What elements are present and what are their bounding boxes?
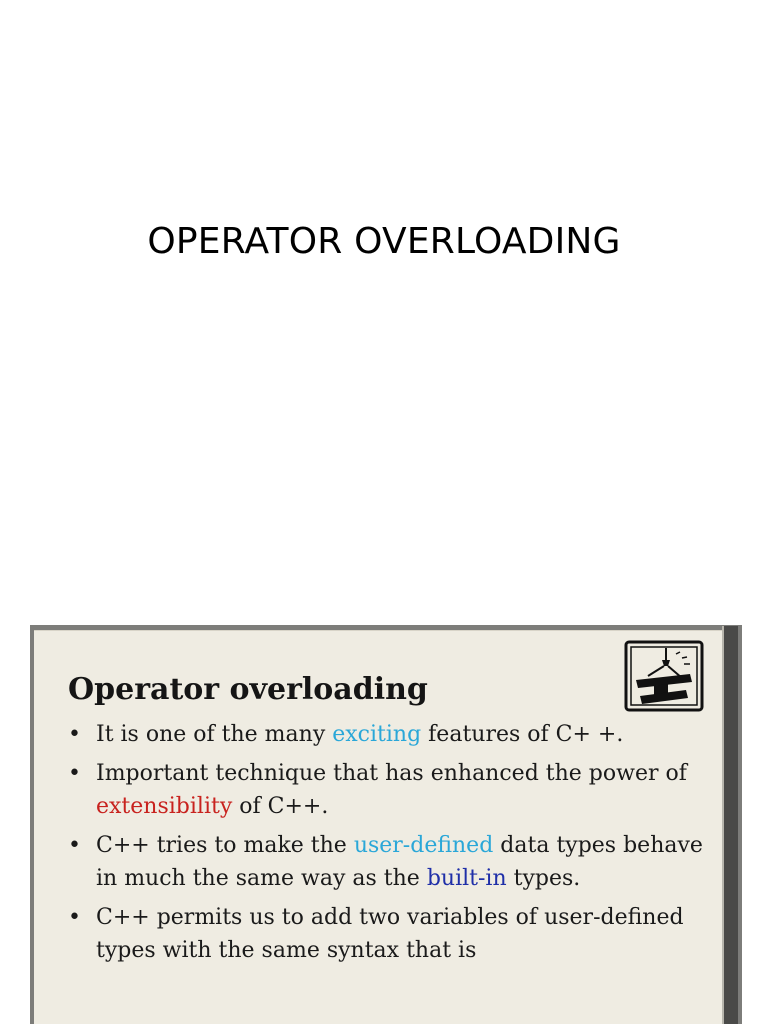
- bullet-dot: •: [68, 761, 81, 786]
- bullet-text: of C++.: [232, 794, 329, 819]
- bullet-text: types.: [506, 866, 581, 891]
- slide-bullet-list: [66, 718, 706, 973]
- bullet-text: C++ tries to make the: [96, 833, 354, 858]
- slide-scrollbar-edge: [724, 626, 738, 1024]
- bullet-dot: •: [68, 833, 81, 858]
- bullet-text: It is one of the many: [96, 722, 333, 747]
- highlight-text: built-in: [426, 866, 507, 891]
- list-item: [66, 901, 706, 967]
- list-item: [66, 829, 706, 895]
- slide-heading: Operator overloading: [68, 672, 428, 707]
- bullet-text: data types behave in much the same way as the: [96, 833, 703, 891]
- page-title: OPERATOR OVERLOADING: [147, 221, 621, 262]
- bullet-text: features of C+ +.: [421, 722, 624, 747]
- highlight-text: user-defined: [353, 833, 494, 858]
- bullet-text: C++ permits us to add two variables of user-defined types with the same syntax that is: [96, 905, 684, 963]
- crane-lifting-beam-icon: [624, 640, 704, 712]
- bullet-dot: •: [68, 905, 81, 930]
- highlight-text: exciting: [332, 722, 422, 747]
- bullet-text: Important technique that has enhanced the power of: [96, 761, 687, 786]
- list-item: [66, 757, 706, 823]
- highlight-text: extensibility: [96, 794, 233, 819]
- bullet-dot: •: [68, 722, 81, 747]
- list-item: [66, 718, 706, 751]
